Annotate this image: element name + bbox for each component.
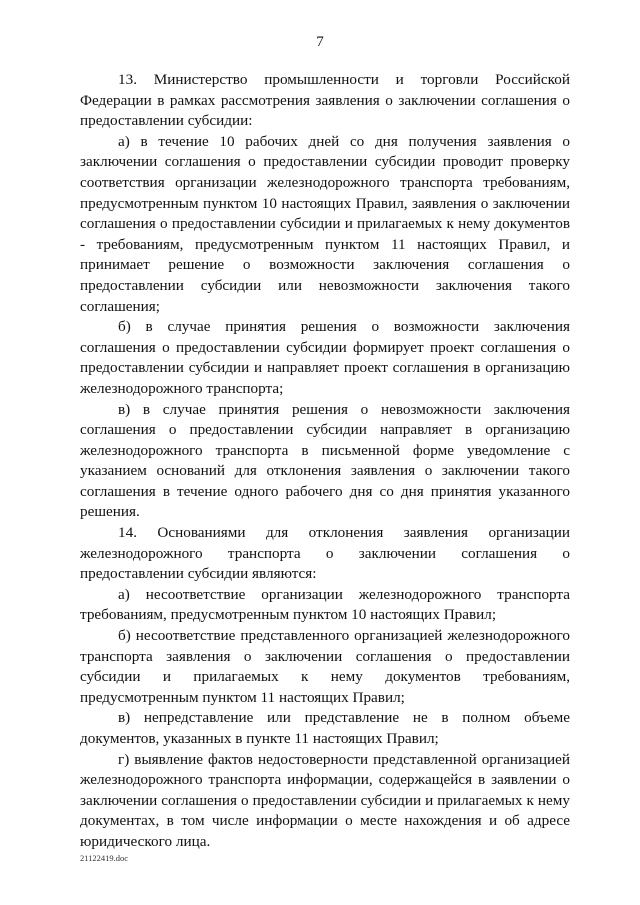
paragraph-13-intro: 13. Министерство промышленности и торговли Российской Федерации в рамках рассмотрения заявления о заключении соглашения о предоставлении субсидии: — [80, 71, 570, 130]
paragraph-14-c: в) непредставление или представление не в полном объеме документов, указанных в пункте 11 настоящих Правил; — [80, 709, 570, 747]
paragraph-14-b: б) несоответствие представленного организацией железнодорожного транспорта заявления о заключении соглашения о предоставлении субсидии и прилагаемых к нему документов требованиям, предусмотренным пунктом 11 настоящих Правил; — [80, 627, 570, 706]
paragraph-14-d: г) выявление фактов недостоверности представленной организацией железнодорожного транспорта информации, содержащейся в заявлении о заключении соглашения о предоставлении субсидии и прилагаемых к нему документах, в том числе информации о месте нахождения и об адресе юридического лица. — [80, 750, 570, 850]
paragraph-13-c: в) в случае принятия решения о невозможности заключения соглашения о предоставлении субсидии направляет в организацию железнодорожного транспорта в письменной форме уведомление с указанием оснований для отклонения заявления о заключении такого соглашения в течение одного рабочего дня со дня принятия указанного решения. — [80, 400, 570, 521]
paragraph-14-intro: 14. Основаниями для отклонения заявления организации железнодорожного транспорта о заключении соглашения о предоставлении субсидии являются: — [80, 524, 570, 583]
document-body — [80, 70, 570, 853]
paragraph-14-a: а) несоответствие организации железнодорожного транспорта требованиям, предусмотренным пунктом 10 настоящих Правил; — [80, 585, 570, 624]
page-number: 7 — [316, 34, 324, 50]
paragraph-13-a: а) в течение 10 рабочих дней со дня получения заявления о заключении соглашения о предоставлении субсидии проводит проверку соответствия организации железнодорожного транспорта требованиям, предусмотренным пунктом 10 настоящих Правил, заявления о заключении соглашения о предоставлении субсидии и прилагаемых к нему документов - требованиям, предусмотренным пунктом 11 настоящих Правил, и принимает решение о возможности заключения соглашения о предоставлении субсидии или невозможности заключения такого соглашения; — [80, 132, 570, 315]
paragraph-13-b: б) в случае принятия решения о возможности заключения соглашения о предоставлении субсидии формирует проект соглашения о предоставлении субсидии и направляет проект соглашения в организацию железнодорожного транспорта; — [80, 318, 570, 397]
footer-filename: 21122419.doc — [80, 853, 129, 863]
